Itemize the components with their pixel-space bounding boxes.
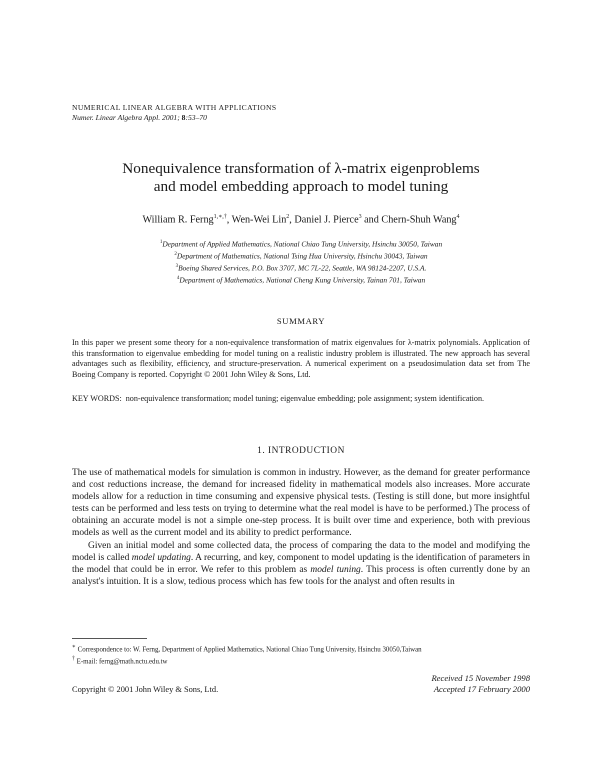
journal-header [72,103,277,123]
section-heading: 1. INTRODUCTION [257,446,345,456]
keywords-text: non-equivalence transformation; model tuning; eigenvalue embedding; pole assignment; system identification. [125,394,485,403]
keywords-label: KEY WORDS: [72,394,122,403]
introduction-body [72,467,530,588]
footnote-email: † E-mail: ferng@math.nctu.edu.tw [72,655,168,665]
footnotes [72,643,530,666]
footnote-correspondence: ∗ Correspondence to: W. Ferng, Department of Applied Mathematics, National Chiao Tung University, Hsinchu 30050,Taiwan [72,644,422,654]
author-list: William R. Ferng$^{1,∗,\dagger}$, Wen-Wei Lin$^2$, Daniel J. Pierce$^3$ and Chern-Shuh Wang$^4$ [142,214,460,226]
summary-heading: SUMMARY [276,316,326,326]
paper-title: Nonequivalence transformation of λ-matrix eigenproblems and model embedding approach to model tuning [122,160,480,195]
journal-citation: Numer. Linear Algebra Appl. 2001; 8:53–70 [72,113,207,122]
paragraph: The use of mathematical models for simulation is common in industry. However, as the demand for greater performance and cost reductions increase, the demand for increased fidelity in mathematical models also increases. More accurate models allow for a reduction in time consuming and expensive physical tests. (Testing is still done, but more insightful tests can be performed and less tests on trying to determine what the real model is have to be performed.) The process of obtaining an accurate model is not a simple one-step process. It is built over time and experience, both with previous models as well as the current model and its ability to predict performance. [72,468,530,539]
affiliation-3: $^3$Boeing Shared Services, P.O. Box 3707, MC 7L-22, Seattle, WA 98124-2207, U.S.A. [175,263,427,273]
copyright-line: Copyright © 2001 John Wiley & Sons, Ltd. [72,685,219,694]
affiliation-2: $^2$Department of Mathematics, National Tsing Hua University, Hsinchu 30043, Taiwan [174,251,428,261]
paragraph: Given an initial model and some collected data, the process of comparing the data to the model and modifying the model is called model updating. A recurring, and key, component to model updating is the identification of parameters in the model that could be in error. We refer to this problem as model tuning. This process is often currently done by an analyst's intuition. It is a slow, tedious process which has few tools for the analyst and often results in [72,540,531,587]
journal-name: NUMERICAL LINEAR ALGEBRA WITH APPLICATIONS [72,103,277,112]
received-dates: Received 15 November 1998 Accepted 17 February 2000 [431,673,530,694]
affiliations [72,238,530,286]
affiliation-4: $^4$Department of Mathematics, National Cheng Kung University, Tainan 701, Taiwan [176,275,426,285]
abstract-text: In this paper we present some theory for a non-equivalence transformation of matrix eigenvalues for λ-matrix polynomials. Application of this transformation to eigenvalue embedding for model tuning on a realistic industry problem is illustrated. The new approach has several advantages such as flexibility, efficiency, and structure-preservation. A numerical experiment on a pseudosimulation data set from The Boeing Company is reported. Copyright © 2001 John Wiley & Sons, Ltd. [72,338,530,380]
footnote-rule [72,638,147,639]
affiliation-1: $^1$Department of Applied Mathematics, National Chiao Tung University, Hsinchu 30050, Taiwan [159,239,443,249]
keywords [72,394,530,405]
